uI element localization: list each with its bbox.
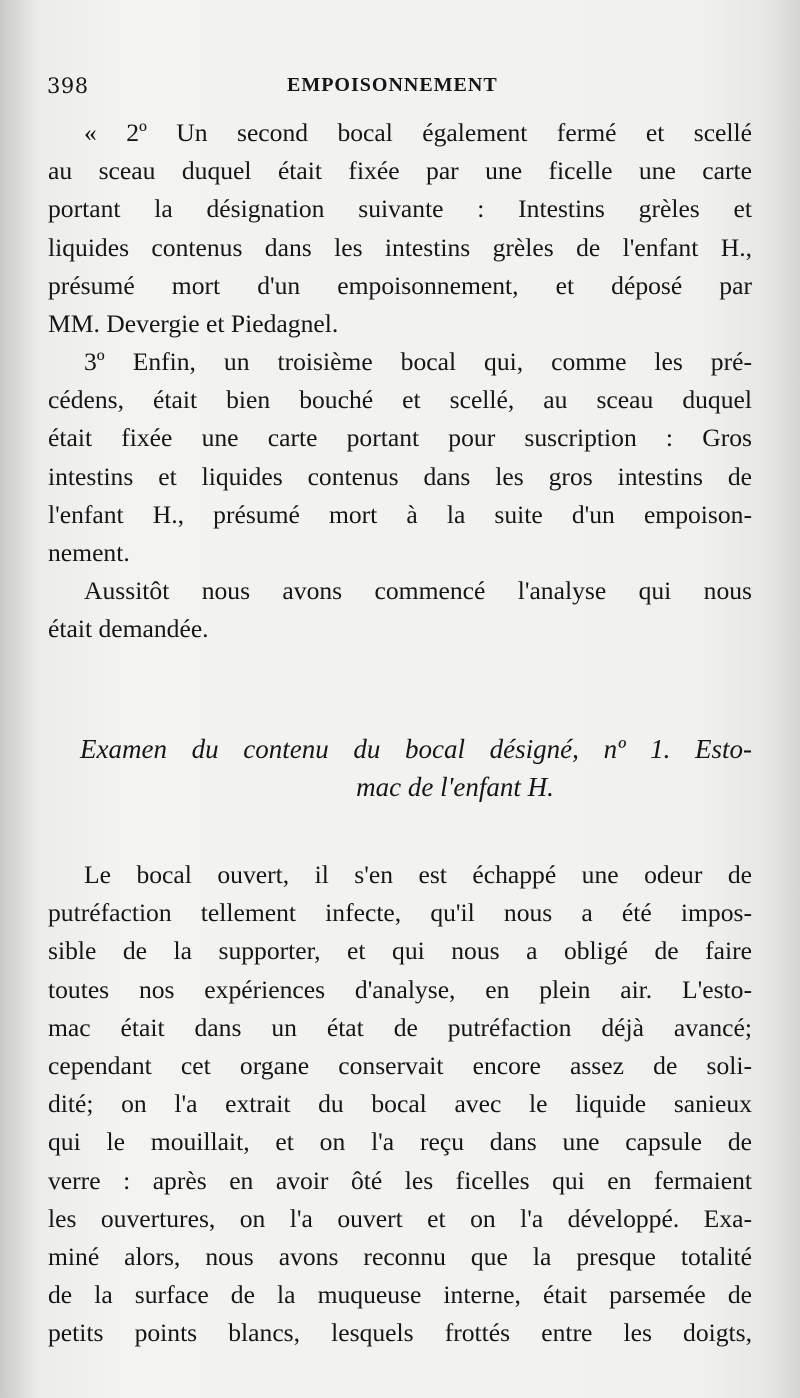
section-heading bbox=[48, 730, 752, 806]
paragraph-third-jar bbox=[48, 343, 752, 572]
text-line: présumé mort d'un empoisonnement, et déposé par bbox=[48, 270, 752, 300]
text-line: verre : après en avoir ôté les ficelles qui en fermaient bbox=[48, 1165, 752, 1195]
text-line: 3º Enfin, un troisième bocal qui, comme les pré- bbox=[84, 347, 752, 376]
text-line: sible de la supporter, et qui nous a obligé de faire bbox=[48, 936, 752, 966]
text-line: toutes nos expériences d'analyse, en plein air. L'esto- bbox=[48, 974, 752, 1004]
paragraph-jar-examination bbox=[48, 856, 752, 1352]
text-line: Le bocal ouvert, il s'en est échappé une odeur de bbox=[84, 860, 752, 889]
text-line: putréfaction tellement infecte, qu'il nous a été impos- bbox=[48, 898, 752, 928]
text-line: qui le mouillait, et on l'a reçu dans une capsule de bbox=[48, 1127, 752, 1157]
text-line: liquides contenus dans les intestins grèles de l'enfant H., bbox=[48, 232, 752, 262]
running-title: EMPOISONNEMENT bbox=[287, 74, 498, 96]
section-heading-line: Examen du contenu du bocal désigné, nº 1. Esto- bbox=[80, 734, 752, 764]
text-line: intestins et liquides contenus dans les gros intestins de bbox=[48, 461, 752, 491]
text-line: « 2º Un second bocal également fermé et scellé bbox=[84, 118, 752, 147]
page-number: 398 bbox=[47, 74, 89, 98]
paragraph-analysis-start bbox=[48, 572, 752, 648]
text-line: au sceau duquel était fixée par une ficelle une carte bbox=[48, 156, 752, 186]
text-line: les ouvertures, on l'a ouvert et on l'a développé. Exa- bbox=[48, 1203, 752, 1233]
text-line: portant la désignation suivante : Intestins grèles et bbox=[48, 194, 752, 224]
text-line: nement. bbox=[48, 537, 130, 567]
text-line: petits points blancs, lesquels frottés entre les doigts, bbox=[48, 1318, 752, 1348]
text-line: cédens, était bien bouché et scellé, au sceau duquel bbox=[48, 385, 752, 415]
text-line: l'enfant H., présumé mort à la suite d'un empoison- bbox=[48, 499, 752, 529]
text-line: miné alors, nous avons reconnu que la presque totalité bbox=[48, 1241, 752, 1271]
text-line: de la surface de la muqueuse interne, était parsemée de bbox=[48, 1280, 752, 1310]
text-line: était demandée. bbox=[48, 614, 209, 644]
text-line: MM. Devergie et Piedagnel. bbox=[48, 308, 339, 338]
paragraph-second-jar bbox=[48, 114, 752, 343]
section-heading-line: mac de l'enfant H. bbox=[356, 772, 554, 802]
text-line: Aussitôt nous avons commencé l'analyse qui nous bbox=[84, 576, 752, 605]
text-line: cependant cet organe conservait encore assez de soli- bbox=[48, 1050, 752, 1080]
text-line: dité; on l'a extrait du bocal avec le liquide sanieux bbox=[48, 1089, 752, 1119]
text-line: mac était dans un état de putréfaction déjà avancé; bbox=[48, 1012, 752, 1042]
page-header bbox=[47, 74, 747, 106]
text-line: était fixée une carte portant pour suscription : Gros bbox=[48, 423, 752, 453]
